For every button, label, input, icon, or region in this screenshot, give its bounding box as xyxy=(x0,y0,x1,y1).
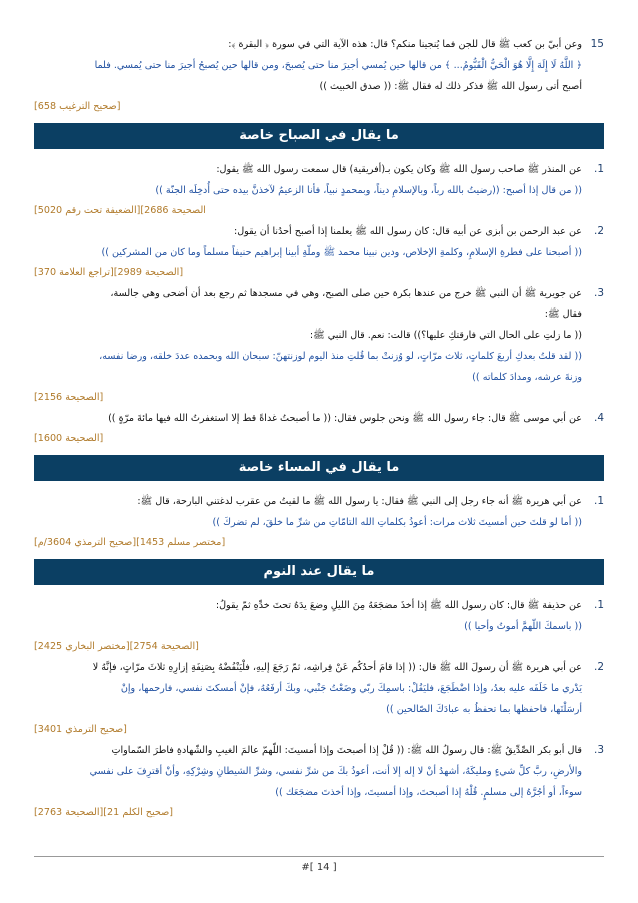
hadith-item xyxy=(34,595,604,637)
hadith-line: والأرضِ، ربَّ كلِّ شيءٍ ومليكَهُ، أشهدُ أنْ لا إله إلا أنت، أعوذُ بكَ من شرِّ نفسي، وشرِّ الشيطانِ وشِرْكِهِ، وأنْ أقترِفَ على نفسي xyxy=(89,766,582,777)
item-number: 1. xyxy=(593,495,604,507)
hadith-line: عن المنذر ﷺ صاحب رسول الله ﷺ وكان يكون بـ(أفريقية) قال سمعت رسول الله ﷺ يقول: xyxy=(216,164,582,175)
item-number: 4. xyxy=(593,412,604,424)
hadith-line: يَدْري ما خَلَفَه عليه بعدُ، وإذا اضْطَجَعَ، فليَقُلْ: باسمِكَ ربّي وضَعْتُ جَنْبي، وبكَ أرفَعُهُ، فإنْ أمسكتَ نفسي، فارحمها، وإنْ xyxy=(120,683,582,694)
hadith-line: عن حذيفة ﷺ قال: كان رسول الله ﷺ إذا أخذَ مضجَعَهُ مِنَ الليلِ وضعَ يدَهُ تحتَ خدِّهِ ثمّ يقولُ: xyxy=(215,600,582,611)
source-reference: [الصحيحة 2989][تراجع العلامة 370] xyxy=(34,267,184,278)
source-reference: [الصحيحة 2156] xyxy=(34,392,104,403)
hadith-line: عن جويرية ﷺ أن النبي ﷺ خرج من عندها بكرة حين صلى الصبح، وهي في مسجدها ثم رجع بعد أن أضحى وهي جالسة، xyxy=(110,288,582,299)
hadith-line: فقال ﷺ: xyxy=(544,309,582,320)
hadith-line: عن أبي موسى ﷺ قال: جاء رسول الله ﷺ ونحن جلوس فقال: (( ما أصبحتُ غداةً قط إلا استغفرتُ الله فيها مائةَ مرّةٍ )) xyxy=(108,413,582,424)
section-title: ما يقال في الصباح خاصة xyxy=(34,123,604,149)
item-number: 1. xyxy=(593,599,604,611)
hadith-line: أرسَلْتَها، فاحفظها بما تحفظُ به عبادَكَ الصّالحين )) xyxy=(386,704,582,715)
hadith-item xyxy=(34,491,604,533)
section-title: ما يقال في المساء خاصة xyxy=(34,455,604,481)
hadith-line: (( لقد قلتُ بعدكِ أربعَ كلماتٍ، ثلاث مرّاتٍ، لو وُزنتْ بما قُلتِ منذ اليوم لوزنتهنّ: سبحان الله وبحمده عددَ خلقه، ورضا نفسه، xyxy=(99,351,582,362)
hadith-line: وعن أبيّ بن كعب ﷺ قال للجن فما يُنجينا منكم؟ قال: هذه الآية التي في سورة ﴿ البقرة ﴾: xyxy=(228,39,582,50)
source-reference: [صحيح الكلم 21][الصحيحة 2763] xyxy=(34,807,173,818)
hadith-item xyxy=(34,34,604,97)
item-number: 2. xyxy=(593,225,604,237)
hadith-item xyxy=(34,408,604,429)
item-number: 3. xyxy=(593,287,604,299)
hadith-line: عن عبد الرحمن بن أبزى عن أبيه قال: كان رسول الله ﷺ يعلمنا إذا أصبح أحدُنا أن يقول: xyxy=(233,226,582,237)
item-number: 15 xyxy=(590,38,604,50)
hadith-item xyxy=(34,159,604,201)
item-number: 2. xyxy=(593,661,604,673)
hadith-item xyxy=(34,283,604,388)
source-reference: [مختصر مسلم 1453][صحيح الترمذي 3604/م] xyxy=(34,537,226,548)
hadith-line: ﴿ اللَّهُ لَا إِلَهَ إِلَّا هُوَ الْحَيُّ الْقَيُّومُ... ﴾ من قالها حين يُمسي أجيرَ منا حتى يُصبحَ، ومن قالها حين يُصبحُ أجيرَ منا حتى يُمسي. فلما xyxy=(94,60,582,71)
hadith-line: عن أبي هريرة ﷺ أنه جاء رجل إلى النبي ﷺ فقال: يا رسول الله ﷺ ما لقيتُ من عقرب لدغتني البارحة، قال ﷺ: xyxy=(137,496,582,507)
source-reference: [صحيح الترمذي 3401] xyxy=(34,724,127,735)
hadith-line: سوءاً، أو أجُرَّهُ إلى مسلمٍ. قُلْهُ إذا أصبحتَ، وإذا أمسيتَ، وإذا أخذتَ مضجَعَك )) xyxy=(275,787,582,798)
hadith-line: (( أما لو قلتَ حين أمسيتَ ثلاث مرات: أعوذُ بكلماتِ الله التامّاتِ من شرِّ ما خلقَ، لم تضركَ )) xyxy=(212,517,582,528)
source-reference: [الصحيحة 1600] xyxy=(34,433,104,444)
page-content xyxy=(34,34,604,823)
hadith-line: (( ما زلتِ على الحال التي فارقتكِ عليها؟)) قالت: نعم. قال النبي ﷺ: xyxy=(309,330,582,341)
source-reference: [الصحيحة 2754][مختصر البخاري 2425] xyxy=(34,641,199,652)
hadith-line: وزنةَ عرشه، ومدادَ كلماته )) xyxy=(472,372,582,383)
hadith-item xyxy=(34,657,604,720)
hadith-line: عن أبي هريرة ﷺ أن رسولَ الله ﷺ قال: (( إذا قامَ أحدُكُم عَنْ فِراشِه، ثمّ رَجَعَ إليهِ، فلْيَنْفُضْهُ بِصَنِفَةِ إزارِهِ ثلاثَ مرّاتٍ، فإنَّهُ لا xyxy=(92,662,582,673)
hadith-line: (( باسمكَ اللّهمَّ أموتُ وأحيا )) xyxy=(464,621,582,632)
hadith-item xyxy=(34,740,604,803)
hadith-line: (( من قال إذا أصبح: ((رضيتُ بالله رباً، وبالإسلامِ ديناً، وبمحمدٍ نبياً، فأنا الزعيمُ لآخذنَّ بيده حتى أُدخِلَه الجنّة )) xyxy=(155,185,582,196)
hadith-line: قال أبو بكر الصِّدِّيقُ ﷺ: قال رسولُ الله ﷺ: (( قُلْ إذا أصبحتَ وإذا أمسيتَ: اللّهمّ عالمَ الغيبِ والشّهادةِ فاطرَ السّماواتِ xyxy=(111,745,582,756)
hadith-line: أصبح أتى رسول الله ﷺ فذكر ذلك له فقال ﷺ: (( صدق الخبيث )) xyxy=(319,81,582,92)
page-footer xyxy=(0,862,638,873)
hadith-line: (( أصبحنا على فطرةِ الإسلامِ، وكلمةِ الإخلاص، ودين نبينا محمد ﷺ وملّةِ أبينا إبراهيم حنيفاً مسلماً وما كان من المشركين )) xyxy=(101,247,582,258)
footer-divider xyxy=(34,856,604,857)
item-number: 1. xyxy=(593,163,604,175)
hadith-item xyxy=(34,221,604,263)
source-reference: الصحيحة 2686][الضعيفة تحت رقم 5020] xyxy=(34,205,206,216)
item-number: 3. xyxy=(593,744,604,756)
section-title: ما يقال عند النوم xyxy=(34,559,604,585)
page-number: [ 14 ]# xyxy=(301,862,337,873)
source-reference: [صحيح الترغيب 658] xyxy=(34,101,121,112)
